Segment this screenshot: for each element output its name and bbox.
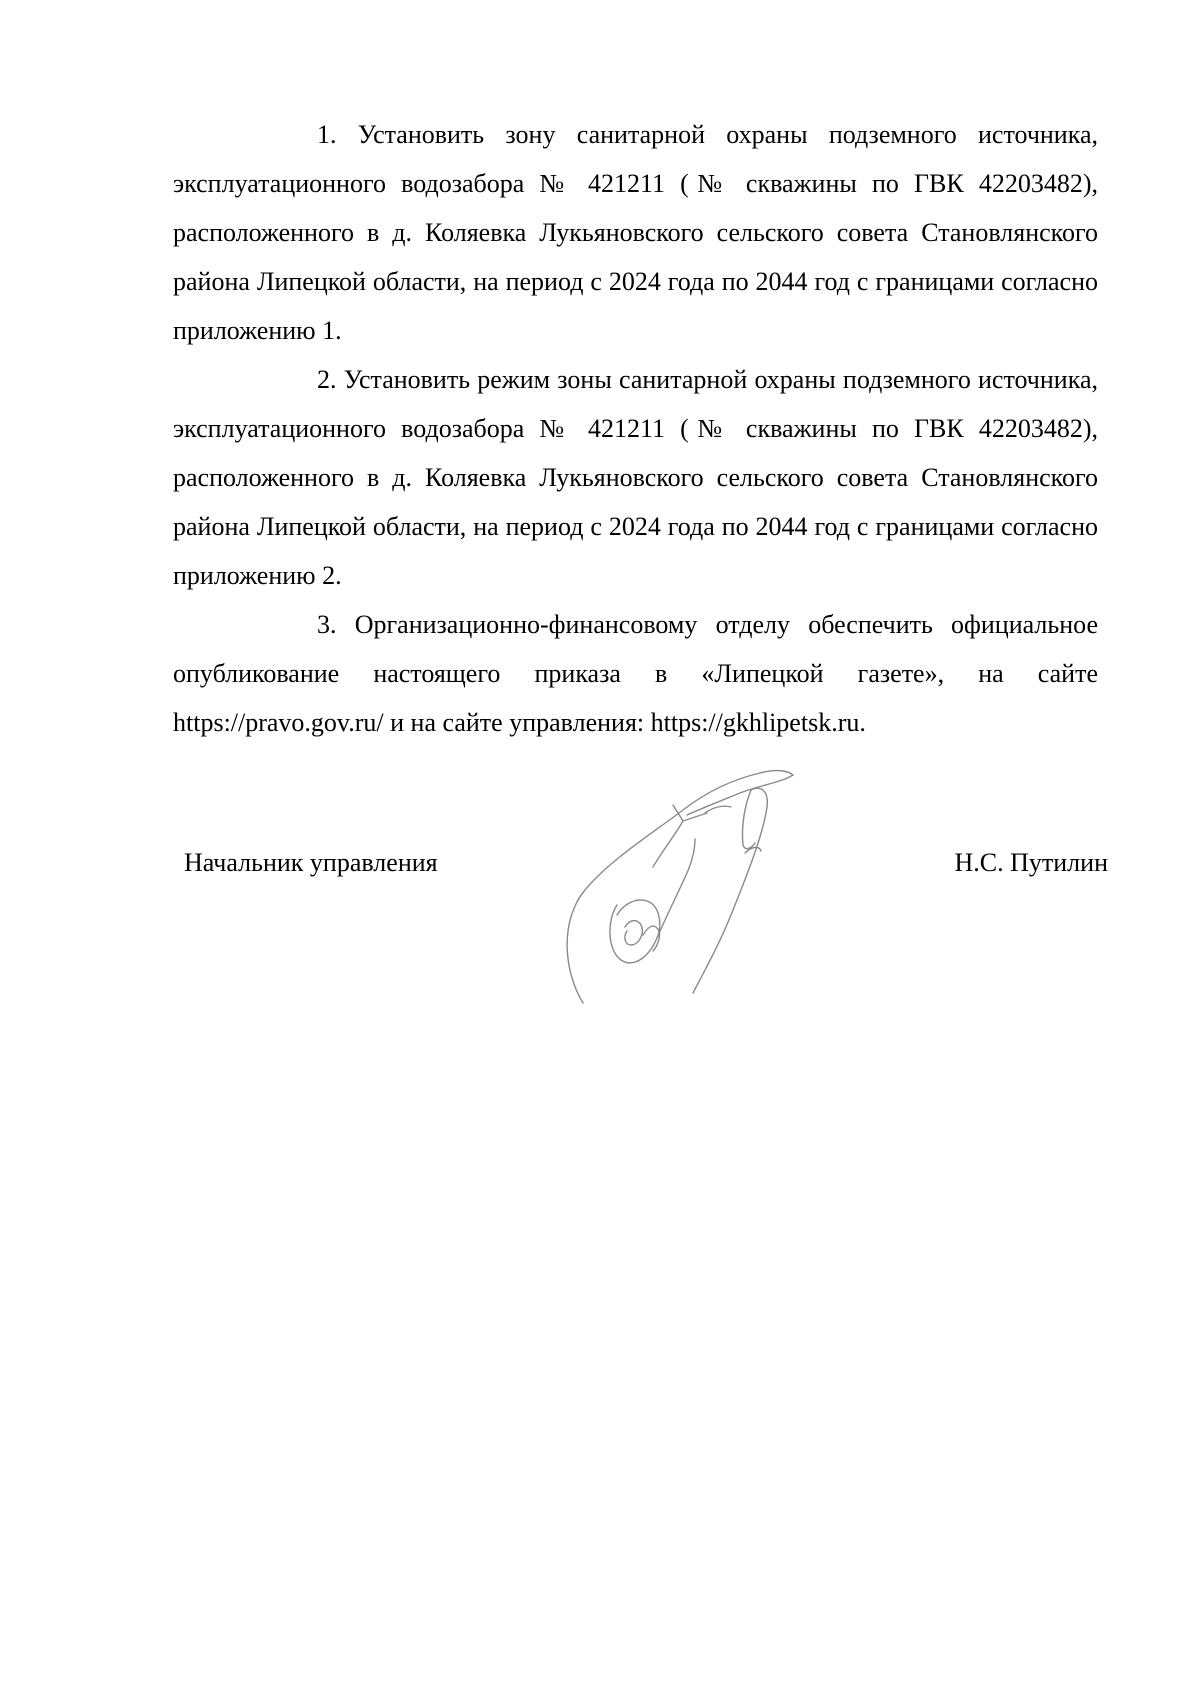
signer-position: Начальник управления <box>184 848 438 877</box>
order-item-text: Установить зону санитарной охраны подземного источника, эксплуатационного водозабора № 421211 (№ скважины по ГВК 42203482), расположенного в д. Коляевка Лукьяновского сельского совета Становлянского района Липецкой области, на период с 2024 года по 2044 год с границами согласно приложению 1. <box>173 120 1099 345</box>
order-item-2 <box>173 355 1098 600</box>
order-item-3 <box>173 600 1098 747</box>
order-body <box>173 110 1098 747</box>
order-item-text: Установить режим зоны санитарной охраны подземного источника, эксплуатационного водозабора № 421211 (№ скважины по ГВК 42203482), расположенного в д. Коляевка Лукьяновского сельского совета Становлянского района Липецкой области, на период с 2024 года по 2044 год с границами согласно приложению 2. <box>173 365 1098 590</box>
order-item-number: 2. <box>317 365 337 394</box>
order-item-number: 1. <box>317 120 337 149</box>
handwritten-signature <box>555 755 835 1015</box>
signer-name: Н.С. Путилин <box>954 848 1108 877</box>
order-item-1 <box>173 110 1098 355</box>
order-item-text: Организационно-финансовому отделу обеспечить официальное опубликование настоящего приказа в «Липецкой газете», на сайте https://pravo.gov.ru/ и на сайте управления: https://gkhlipetsk.ru. <box>173 610 1099 737</box>
order-item-number: 3. <box>317 610 337 639</box>
